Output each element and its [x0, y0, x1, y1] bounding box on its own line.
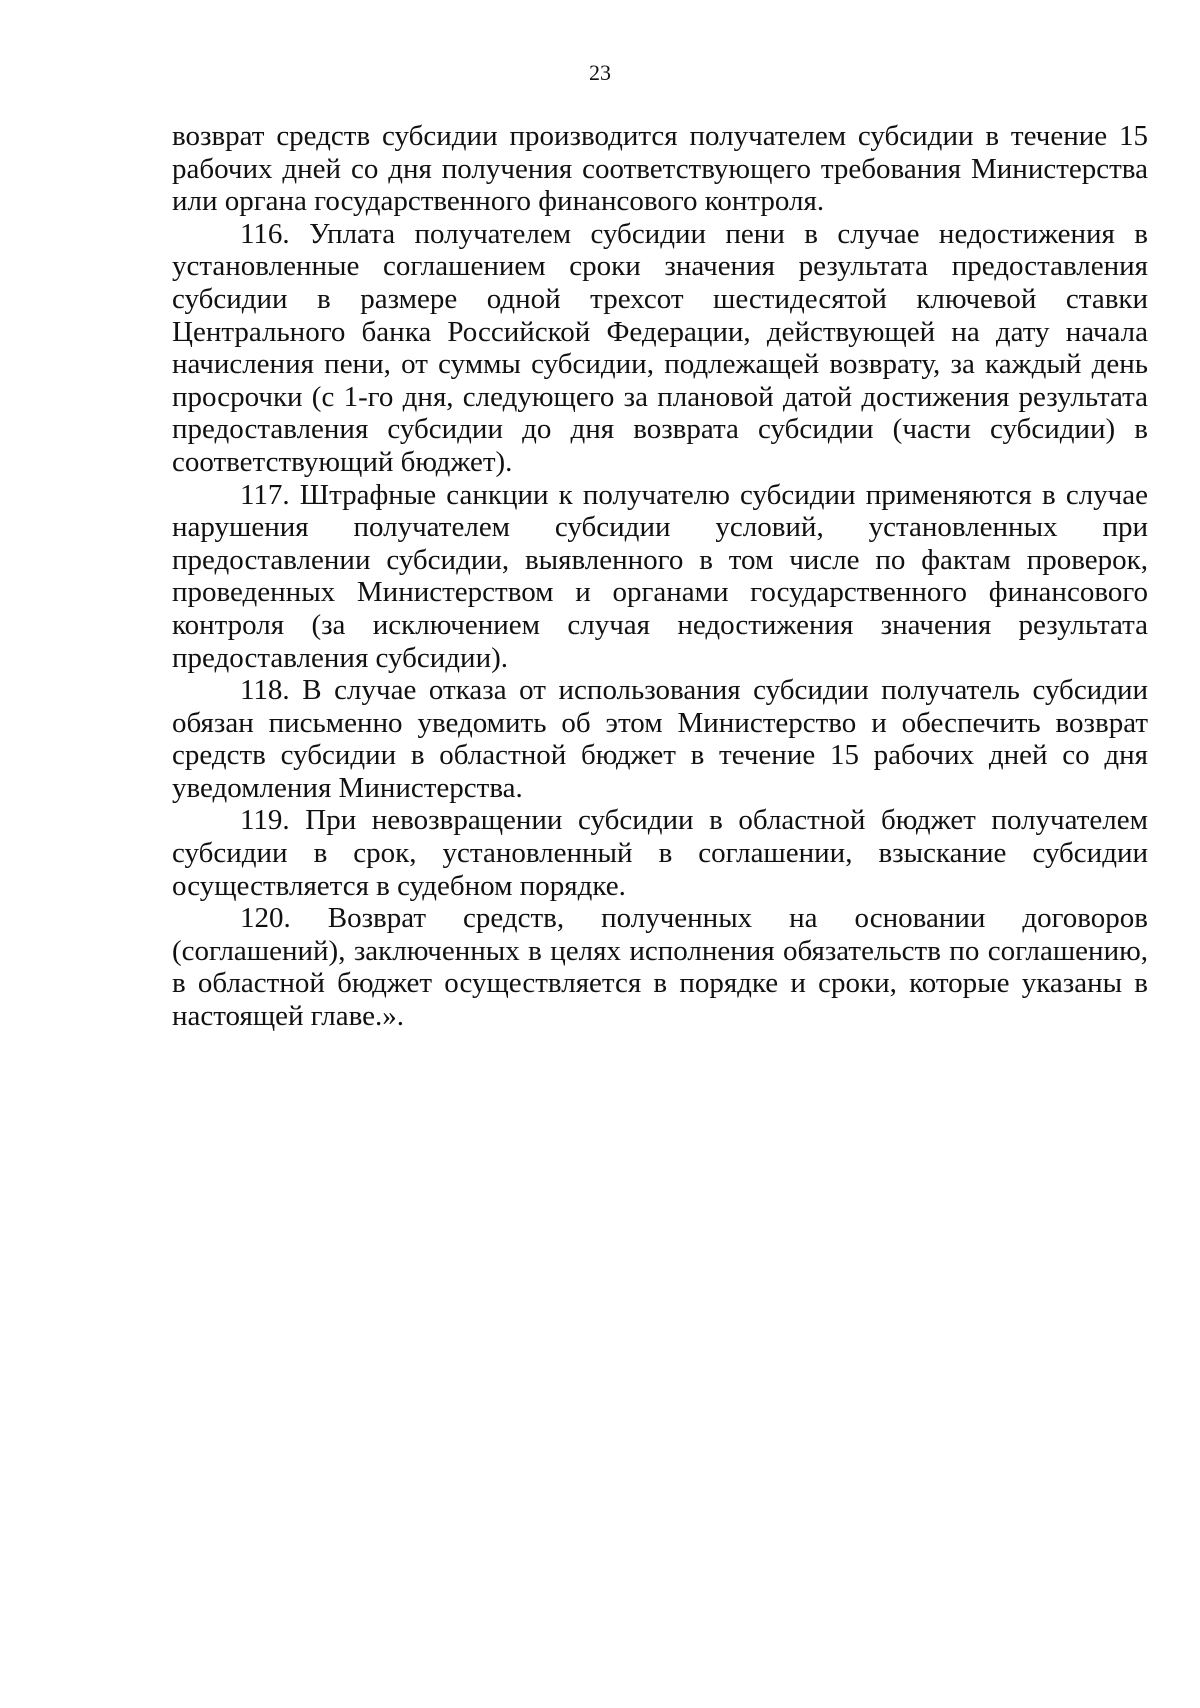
paragraph-continuation: возврат средств субсидии производится получателем субсидии в течение 15 рабочих дней со дня получения соответствующего требования Министерства или органа государственного финансового контроля.: [172, 120, 1148, 218]
paragraph-116: 116. Уплата получателем субсидии пени в случае недостижения в установленные соглашением сроки значения результата предоставления субсидии в размере одной трехсот шестидесятой ключевой ставки Центрального банка Российской Федерации, действующей на дату начала начисления пени, от суммы субсидии, подлежащей возврату, за каждый день просрочки (с 1-го дня, следующего за плановой датой достижения результата предоставления субсидии до дня возврата субсидии (части субсидии) в соответствующий бюджет).: [172, 217, 1148, 478]
document-body: [172, 120, 1148, 1033]
paragraph-119: 119. При невозвращении субсидии в областной бюджет получателем субсидии в срок, установленный в соглашении, взыскание субсидии осуществляется в судебном порядке.: [172, 804, 1148, 902]
paragraph-117: 117. Штрафные санкции к получателю субсидии применяются в случае нарушения получателем субсидии условий, установленных при предоставлении субсидии, выявленного в том числе по фактам проверок, проведенных Министерством и органами государственного финансового контроля (за исключением случая недостижения значения результата предоставления субсидии).: [172, 478, 1148, 674]
paragraph-118: 118. В случае отказа от использования субсидии получатель субсидии обязан письменно уведомить об этом Министерство и обеспечить возврат средств субсидии в областной бюджет в течение 15 рабочих дней со дня уведомления Министерства.: [172, 674, 1148, 804]
page-number: 23: [589, 60, 611, 85]
paragraph-120: 120. Возврат средств, полученных на основании договоров (соглашений), заключенных в целях исполнения обязательств по соглашению, в областной бюджет осуществляется в порядке и сроки, которые указаны в настоящей главе.».: [172, 902, 1148, 1033]
